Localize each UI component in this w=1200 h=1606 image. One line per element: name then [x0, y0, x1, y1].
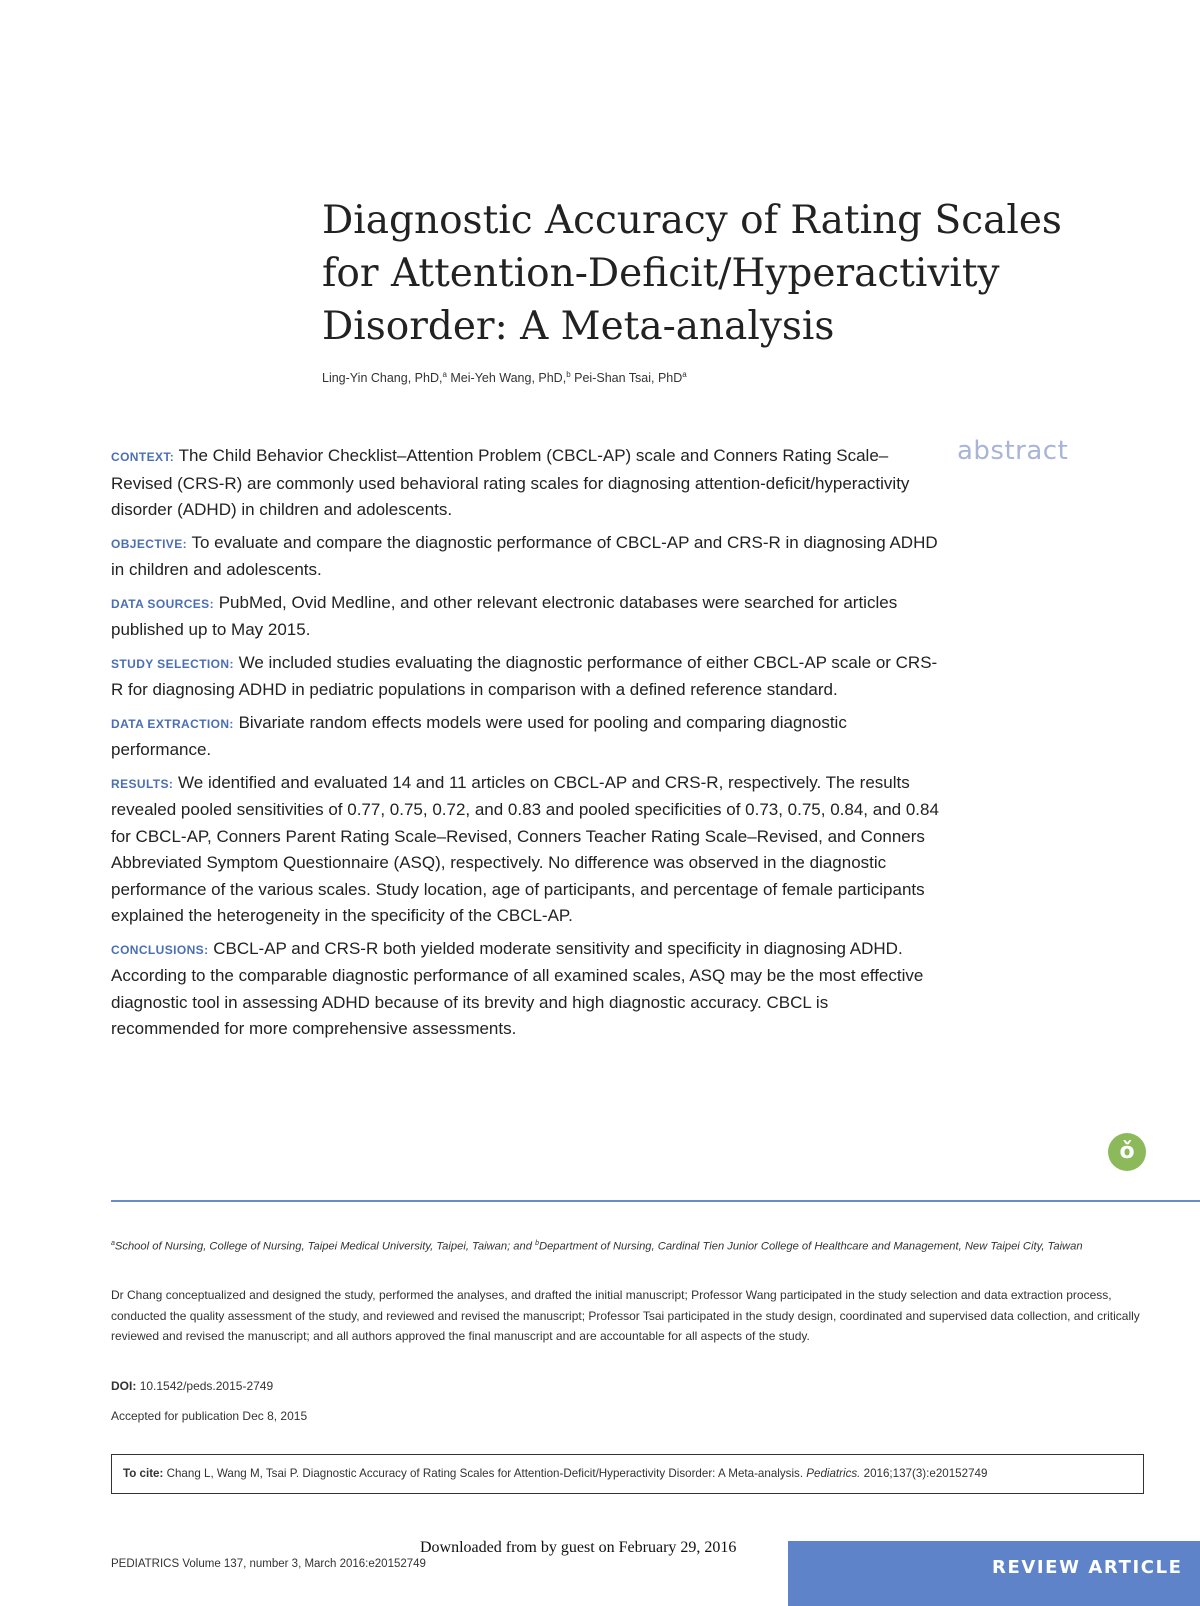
section-text: To evaluate and compare the diagnostic performance of CBCL-AP and CRS-R in diagnosing ADHD in children and adolescents. [111, 532, 938, 579]
section-divider [111, 1200, 1200, 1202]
section-text: We identified and evaluated 14 and 11 articles on CBCL-AP and CRS-R, respectively. The results revealed pooled sensitivities of 0.77, 0.75, 0.72, and 0.83 and pooled specificities of 0.73, 0.75, 0.84, and 0.84 for CBCL-AP, Conners Parent Rating Scale–Revised, Conners Teacher Rating Scale–Revised, and Conners Abbreviated Symptom Questionnaire (ASQ), respectively. No difference was observed in the diagnostic performance of the various scales. Study location, age of participants, and percentage of female participants explained the heterogeneity in the specificity of the CBCL-AP. [111, 772, 939, 925]
section-label: RESULTS: [111, 776, 174, 791]
section-text: The Child Behavior Checklist–Attention Problem (CBCL-AP) scale and Conners Rating Scale–Revised (CRS-R) are commonly used behavioral rating scales for diagnosing attention-deficit/hyperactivity disorder (ADHD) in children and adolescents. [111, 446, 910, 519]
cite-reference: 2016;137(3):e20152749 [863, 1467, 988, 1480]
open-access-icon[interactable]: ǒ [1108, 1133, 1146, 1171]
abstract-section-conclusions [111, 936, 941, 1043]
section-text: Bivariate random effects models were used for pooling and comparing diagnostic performance. [111, 712, 847, 759]
section-label: DATA SOURCES: [111, 596, 214, 611]
section-label: STUDY SELECTION: [111, 656, 234, 671]
section-label: CONTEXT: [111, 450, 175, 464]
abstract-section-results [111, 770, 941, 930]
title-line: Disorder: A Meta-analysis [322, 304, 835, 349]
cite-journal: Pediatrics. [806, 1467, 861, 1480]
article-type-label: REVIEW ARTICLE [992, 1557, 1183, 1578]
abstract-tag: abstract [957, 436, 1069, 466]
article-type-banner [788, 1541, 1200, 1606]
section-text: We included studies evaluating the diagnostic performance of either CBCL-AP scale or CRS-R for diagnosing ADHD in pediatric populations in comparison with a defined reference standard. [111, 652, 938, 699]
cite-label: To cite: [123, 1467, 164, 1480]
affiliation-text: School of Nursing, College of Nursing, Taipei Medical University, Taipei, Taiwan; and [114, 1240, 536, 1253]
abstract-section-data-extraction [111, 710, 941, 764]
cite-text: Chang L, Wang M, Tsai P. Diagnostic Accuracy of Rating Scales for Attention-Deficit/Hyperactivity Disorder: A Meta-analysis. [166, 1467, 804, 1480]
abstract-section-objective [111, 530, 941, 584]
affiliation-text: Department of Nursing, Cardinal Tien Junior College of Healthcare and Management, New Taipei City, Taiwan [538, 1240, 1083, 1253]
doi-link[interactable]: 10.1542/peds.2015-2749 [139, 1379, 274, 1393]
affiliations [111, 1235, 1141, 1256]
abstract-section-study-selection [111, 650, 941, 704]
author-name: Ling-Yin Chang, PhD, [322, 371, 443, 386]
doi-label: DOI: [111, 1379, 137, 1393]
abstract-section-data-sources [111, 590, 941, 644]
author-affiliation-mark: a [682, 370, 687, 379]
title-line: for Attention-Deficit/Hyperactivity [322, 251, 1000, 296]
article-title [322, 194, 1182, 353]
title-line: Diagnostic Accuracy of Rating Scales [322, 198, 1062, 243]
author-affiliation-mark: a [442, 370, 447, 379]
download-watermark: Downloaded from by guest on February 29, 2016 [420, 1539, 737, 1556]
author-affiliation-mark: b [566, 370, 571, 379]
section-text: CBCL-AP and CRS-R both yielded moderate sensitivity and specificity in diagnosing ADHD. According to the comparable diagnostic performance of all examined scales, ASQ may be the most effective diagnostic tool in assessing ADHD because of its brevity and high diagnostic accuracy. CBCL is recommended for more comprehensive assessments. [111, 938, 924, 1038]
section-text: PubMed, Ovid Medline, and other relevant electronic databases were searched for articles published up to May 2015. [111, 592, 898, 639]
citation-box [111, 1454, 1144, 1494]
section-label: DATA EXTRACTION: [111, 716, 234, 731]
journal-footer: PEDIATRICS Volume 137, number 3, March 2016:e20152749 [111, 1558, 426, 1570]
abstract-body [111, 443, 941, 1049]
doi-line [111, 1376, 1141, 1397]
author-list [322, 370, 687, 385]
abstract-section-context [111, 443, 941, 524]
author-name: Pei-Shan Tsai, PhD [574, 371, 683, 386]
author-name: Mei-Yeh Wang, PhD, [450, 371, 567, 386]
affiliation-mark: a [111, 1240, 115, 1247]
section-label: OBJECTIVE: [111, 536, 188, 551]
author-contributions: Dr Chang conceptualized and designed the study, performed the analyses, and drafted the initial manuscript; Professor Wang participated in the study selection and data extraction process, conducted the quality assessment of the study, and reviewed and revised the manuscript; Professor Tsai participated in the study design, coordinated and supervised data collection, and critically reviewed and revised the manuscript; and all authors approved the final manuscript and are accountable for all aspects of the study. [111, 1288, 1140, 1343]
affiliation-mark: b [535, 1240, 539, 1247]
accepted-date: Accepted for publication Dec 8, 2015 [111, 1409, 308, 1423]
section-label: CONCLUSIONS: [111, 942, 209, 957]
